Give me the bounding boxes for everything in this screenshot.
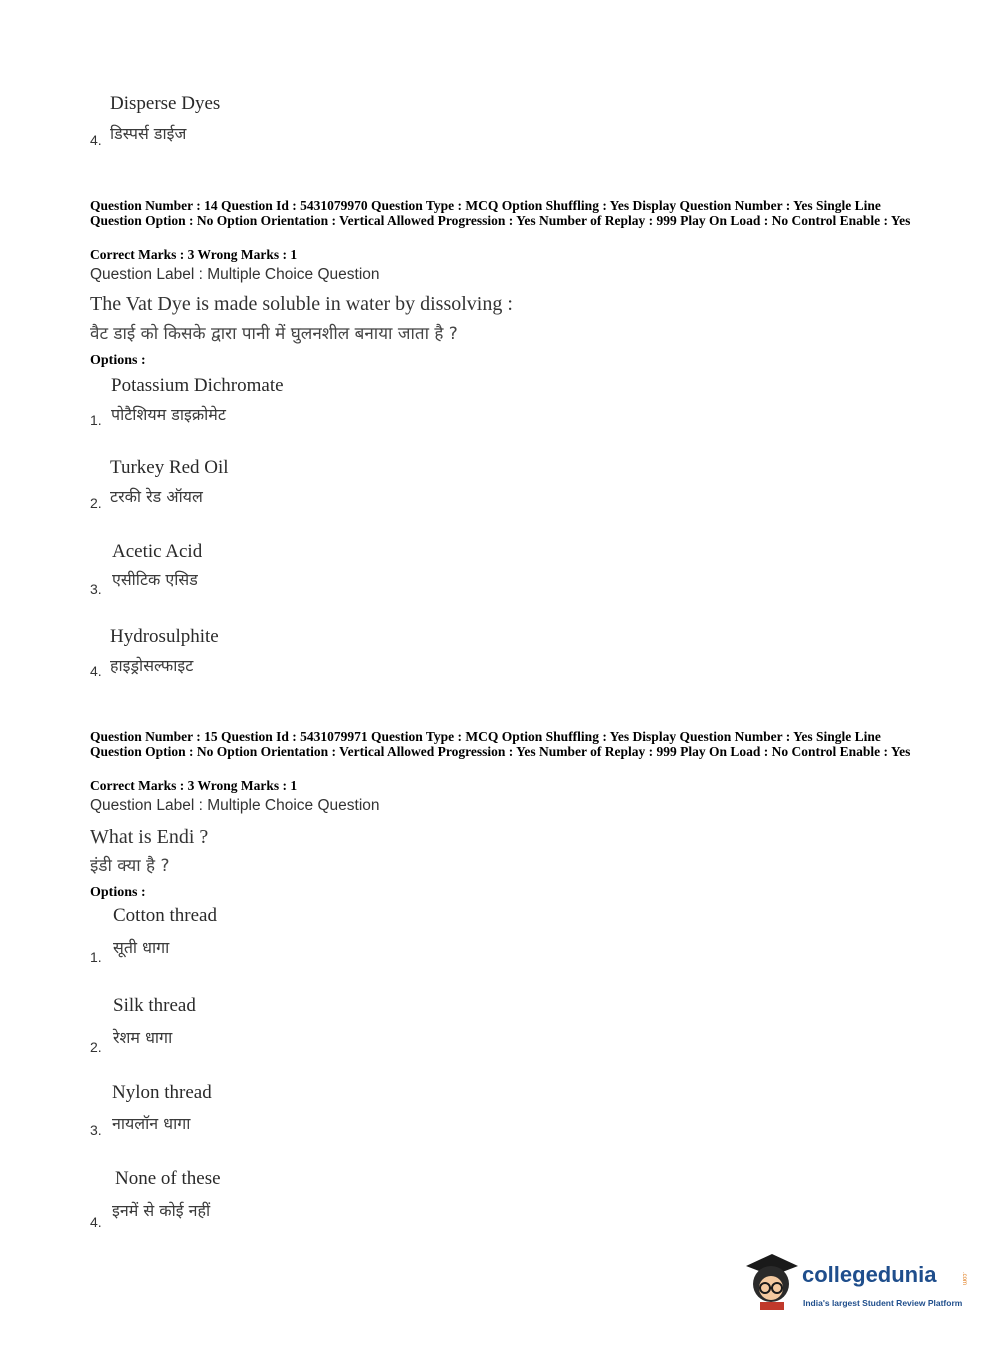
prev-option-4-number: 4. (90, 132, 102, 148)
q14-question-en: The Vat Dye is made soluble in water by dissolving : (90, 293, 513, 315)
q14-option-4-number: 4. (90, 663, 102, 679)
q14-options-heading: Options : (90, 353, 146, 368)
q15-question-en: What is Endi ? (90, 826, 209, 848)
q15-option-3-en: Nylon thread (112, 1082, 212, 1103)
q14-option-3-en: Acetic Acid (112, 541, 203, 562)
logo-tagline: India's largest Student Review Platform (803, 1298, 963, 1308)
q14-meta: Question Number : 14 Question Id : 5431079970 Question Type : MCQ Option Shuffling : Yes Display Question Number : Yes Single Line Question Option : No Option Orientation : Vertical Allowed Progression : Yes Number of Replay : 999 Play On Load : No Control Enable : Yes (90, 198, 911, 228)
q14-option-1-number: 1. (90, 412, 102, 428)
logo-name: collegedunia (802, 1262, 937, 1287)
q15-option-2-number: 2. (90, 1039, 102, 1055)
q15-option-2-en: Silk thread (113, 995, 196, 1016)
q14-option-4-hi: हाइड्रोसल्फाइट (110, 656, 194, 675)
q15-option-4-en: None of these (115, 1168, 221, 1189)
q14-question-hi: वैट डाई को किसके द्वारा पानी में घुलनशील बनाया जाता है ? (90, 324, 458, 344)
q15-option-3-hi: नायलॉन धागा (112, 1114, 191, 1133)
collegedunia-logo (742, 1250, 972, 1312)
q15-options-heading: Options : (90, 885, 146, 900)
q14-option-1-en: Potassium Dichromate (111, 375, 284, 396)
prev-option-4-en: Disperse Dyes (110, 93, 221, 114)
q14-option-2-number: 2. (90, 495, 102, 511)
q15-option-1-number: 1. (90, 949, 102, 965)
q15-label: Question Label : Multiple Choice Question (90, 797, 380, 814)
q15-question-hi: इंडी क्या है ? (90, 856, 170, 876)
logo-suffix: .com (961, 1272, 967, 1286)
prev-option-4-hi: डिस्पर्स डाईज (110, 124, 187, 143)
q14-label: Question Label : Multiple Choice Question (90, 266, 380, 283)
q15-option-1-en: Cotton thread (113, 905, 217, 926)
q15-marks: Correct Marks : 3 Wrong Marks : 1 (90, 778, 298, 793)
q14-option-1-hi: पोटैशियम डाइक्रोमेट (111, 405, 226, 424)
q14-option-4-en: Hydrosulphite (110, 626, 219, 647)
mascot-icon (742, 1250, 802, 1312)
q15-option-3-number: 3. (90, 1122, 102, 1138)
q15-meta: Question Number : 15 Question Id : 5431079971 Question Type : MCQ Option Shuffling : Yes Display Question Number : Yes Single Line Question Option : No Option Orientation : Vertical Allowed Progression : Yes Number of Replay : 999 Play On Load : No Control Enable : Yes (90, 729, 911, 759)
q14-option-2-hi: टरकी रेड ऑयल (110, 487, 203, 506)
q15-option-1-hi: सूती धागा (113, 938, 170, 957)
q14-option-3-number: 3. (90, 581, 102, 597)
q14-option-3-hi: एसीटिक एसिड (112, 570, 198, 589)
q15-option-4-number: 4. (90, 1214, 102, 1230)
q15-option-2-hi: रेशम धागा (113, 1028, 173, 1047)
q15-option-4-hi: इनमें से कोई नहीं (112, 1201, 211, 1220)
q14-marks: Correct Marks : 3 Wrong Marks : 1 (90, 247, 298, 262)
q14-option-2-en: Turkey Red Oil (110, 457, 229, 478)
